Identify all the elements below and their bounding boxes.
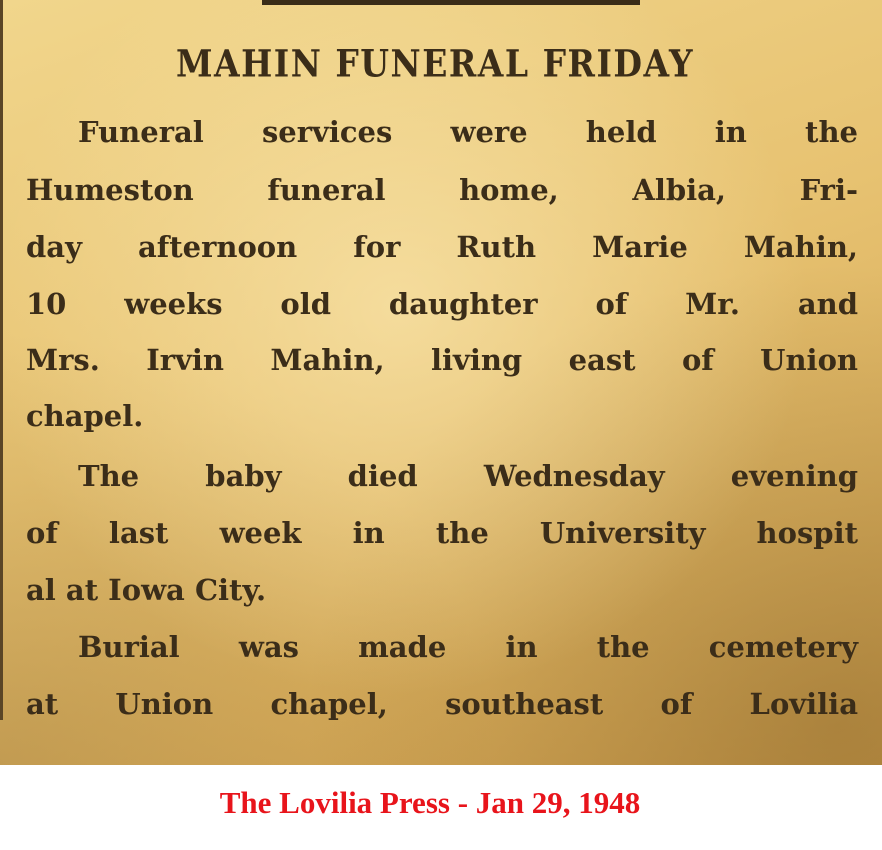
article-line: Mrs. Irvin Mahin, living east of Union bbox=[26, 343, 858, 377]
column-rule bbox=[0, 0, 3, 720]
headline: MAHIN FUNERAL FRIDAY bbox=[175, 42, 695, 86]
article-line: The baby died Wednesday evening bbox=[78, 459, 858, 493]
article-line: chapel. bbox=[26, 399, 144, 433]
article-line: Burial was made in the cemetery bbox=[78, 630, 858, 664]
top-rule bbox=[262, 0, 640, 5]
article-line: at Union chapel, southeast of Lovilia bbox=[26, 687, 858, 721]
article-line: day afternoon for Ruth Marie Mahin, bbox=[26, 230, 858, 264]
article-line: of last week in the University hospit bbox=[26, 516, 858, 550]
article-line: Humeston funeral home, Albia, Fri- bbox=[26, 173, 858, 207]
article-line: al at Iowa City. bbox=[26, 573, 267, 607]
article-line: Funeral services were held in the bbox=[78, 115, 858, 149]
article-line: 10 weeks old daughter of Mr. and bbox=[26, 287, 858, 321]
source-caption: The Lovilia Press - Jan 29, 1948 bbox=[219, 785, 641, 820]
